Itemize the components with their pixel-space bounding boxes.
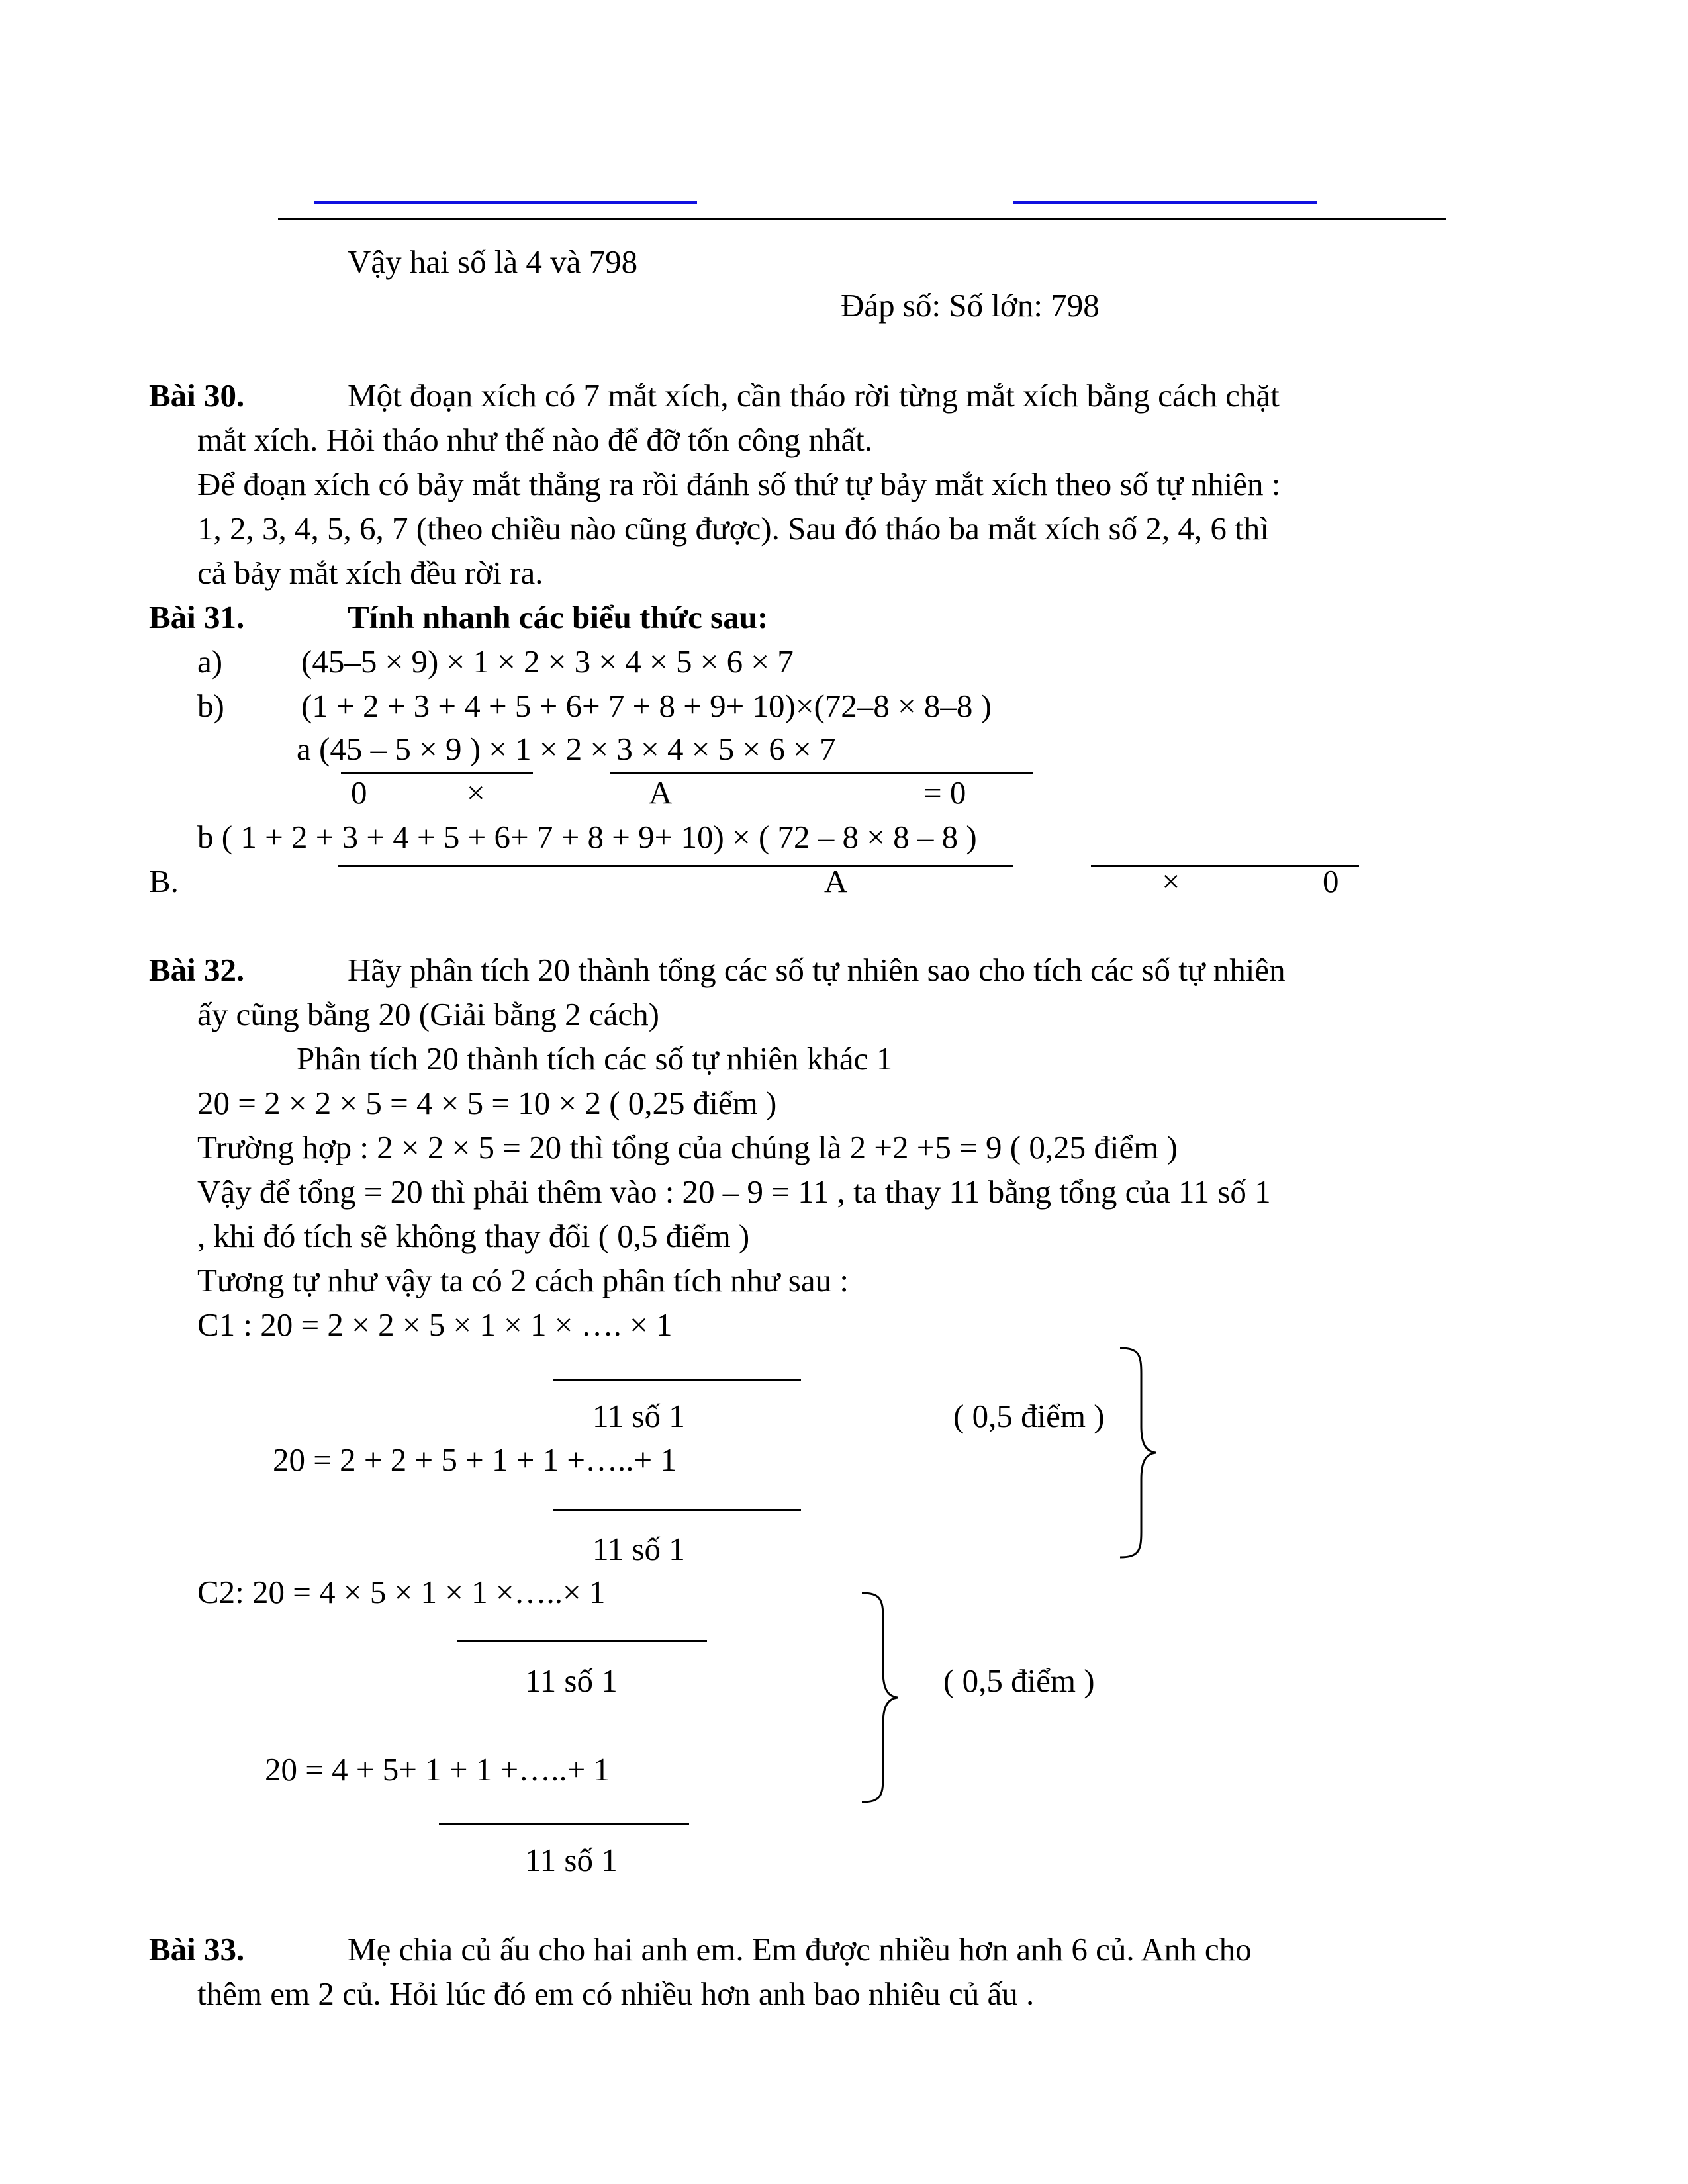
- bai31-solution-a: a (45 – 5 × 9 ) × 1 × 2 × 3 × 4 × 5 × 6 × 7: [297, 731, 836, 767]
- header-link-underline-right: [1013, 201, 1317, 204]
- answer-line: Vậy hai số là 4 và 798: [348, 244, 638, 280]
- c1-points: ( 0,5 điểm ): [953, 1398, 1105, 1434]
- c1-product: C1 : 20 = 2 × 2 × 5 × 1 × 1 × …. × 1: [197, 1306, 673, 1343]
- c2-product: C2: 20 = 4 × 5 × 1 × 1 ×…..× 1: [197, 1574, 606, 1610]
- bai30-answer-line3: cả bảy mắt xích đều rời ra.: [197, 555, 543, 591]
- header-rule: [278, 218, 1446, 220]
- bai31-solution-b-zero: 0: [1323, 863, 1339, 899]
- bai31-solution-b-A: A: [824, 863, 848, 899]
- bai31-solution-a-underline-left: [341, 772, 533, 774]
- bai31-solution-a-A: A: [649, 774, 673, 811]
- bai31-solution-a-times: ×: [467, 774, 485, 811]
- bai32-question-line2: ấy cũng bằng 20 (Giải bằng 2 cách): [197, 996, 659, 1032]
- bai30-answer-line1: Để đoạn xích có bảy mắt thẳng ra rồi đánh số thứ tự bảy mắt xích theo số tự nhiên :: [197, 466, 1281, 502]
- bai32-solution-line6: Tương tự như vậy ta có 2 cách phân tích như sau :: [197, 1262, 849, 1298]
- c2-product-underline: [457, 1640, 707, 1642]
- bai31-solution-b-label: B.: [149, 863, 179, 899]
- c2-product-note: 11 số 1: [525, 1662, 618, 1699]
- bai32-number: Bài 32.: [149, 952, 245, 988]
- bai33-question-line1: Mẹ chia củ ấu cho hai anh em. Em được nhiều hơn anh 6 củ. Anh cho: [348, 1931, 1252, 1968]
- bai31-solution-b-underline-left: [338, 865, 1013, 867]
- bai31-b-label: b): [197, 688, 224, 724]
- bai30-number: Bài 30.: [149, 377, 245, 414]
- bai31-solution-a-result: = 0: [923, 774, 966, 811]
- bai32-solution-line2: 20 = 2 × 2 × 5 = 4 × 5 = 10 × 2 ( 0,25 điểm ): [197, 1085, 777, 1121]
- bai31-solution-a-zero: 0: [351, 774, 367, 811]
- bai31-b-expression: (1 + 2 + 3 + 4 + 5 + 6+ 7 + 8 + 9+ 10)×(72–8 × 8–8 ): [301, 688, 992, 724]
- bai31-solution-b-underline-right: [1091, 865, 1359, 867]
- bai30-answer-line2: 1, 2, 3, 4, 5, 6, 7 (theo chiều nào cũng được). Sau đó tháo ba mắt xích số 2, 4, 6 thì: [197, 510, 1269, 547]
- bai32-question-line1: Hãy phân tích 20 thành tổng các số tự nhiên sao cho tích các số tự nhiên: [348, 952, 1286, 988]
- bai32-solution-line4: Vậy để tổng = 20 thì phải thêm vào : 20 – 9 = 11 , ta thay 11 bằng tổng của 11 số 1: [197, 1173, 1271, 1210]
- c1-sum: 20 = 2 + 2 + 5 + 1 + 1 +…..+ 1: [273, 1441, 677, 1478]
- header-link-underline-left: [314, 201, 697, 204]
- bai32-solution-line1: Phân tích 20 thành tích các số tự nhiên khác 1: [297, 1040, 893, 1077]
- bai30-question-line2: mắt xích. Hỏi tháo như thế nào để đỡ tốn công nhất.: [197, 422, 873, 458]
- bai31-number: Bài 31.: [149, 599, 245, 635]
- bai30-question-line1: Một đoạn xích có 7 mắt xích, cần tháo rời từng mắt xích bằng cách chặt: [348, 377, 1280, 414]
- c1-sum-note: 11 số 1: [592, 1531, 685, 1567]
- c2-sum-underline: [439, 1823, 689, 1825]
- c2-points: ( 0,5 điểm ): [943, 1662, 1095, 1699]
- bai31-a-expression: (45–5 × 9) × 1 × 2 × 3 × 4 × 5 × 6 × 7: [301, 643, 794, 680]
- c1-product-underline: [553, 1379, 801, 1381]
- c2-sum: 20 = 4 + 5+ 1 + 1 +…..+ 1: [265, 1751, 610, 1788]
- bai32-solution-line5: , khi đó tích sẽ không thay đổi ( 0,5 điểm ): [197, 1218, 750, 1254]
- c1-curly-brace: [1119, 1347, 1158, 1559]
- c2-sum-note: 11 số 1: [525, 1842, 618, 1878]
- bai31-title: Tính nhanh các biểu thức sau:: [348, 599, 769, 635]
- bai33-number: Bài 33.: [149, 1931, 245, 1968]
- bai31-solution-b-times: ×: [1162, 863, 1180, 899]
- bai31-solution-b: b ( 1 + 2 + 3 + 4 + 5 + 6+ 7 + 8 + 9+ 10) × ( 72 – 8 × 8 – 8 ): [197, 819, 977, 855]
- c1-sum-underline: [553, 1509, 801, 1511]
- bai31-a-label: a): [197, 643, 223, 680]
- c1-product-note: 11 số 1: [592, 1398, 685, 1434]
- c2-curly-brace: [861, 1592, 900, 1803]
- answer-final: Đáp số: Số lớn: 798: [841, 287, 1100, 324]
- bai32-solution-line3: Trường hợp : 2 × 2 × 5 = 20 thì tổng của chúng là 2 +2 +5 = 9 ( 0,25 điểm ): [197, 1129, 1178, 1165]
- bai31-solution-a-underline-right: [610, 772, 1033, 774]
- bai33-question-line2: thêm em 2 củ. Hỏi lúc đó em có nhiều hơn anh bao nhiêu củ ấu .: [197, 1976, 1035, 2012]
